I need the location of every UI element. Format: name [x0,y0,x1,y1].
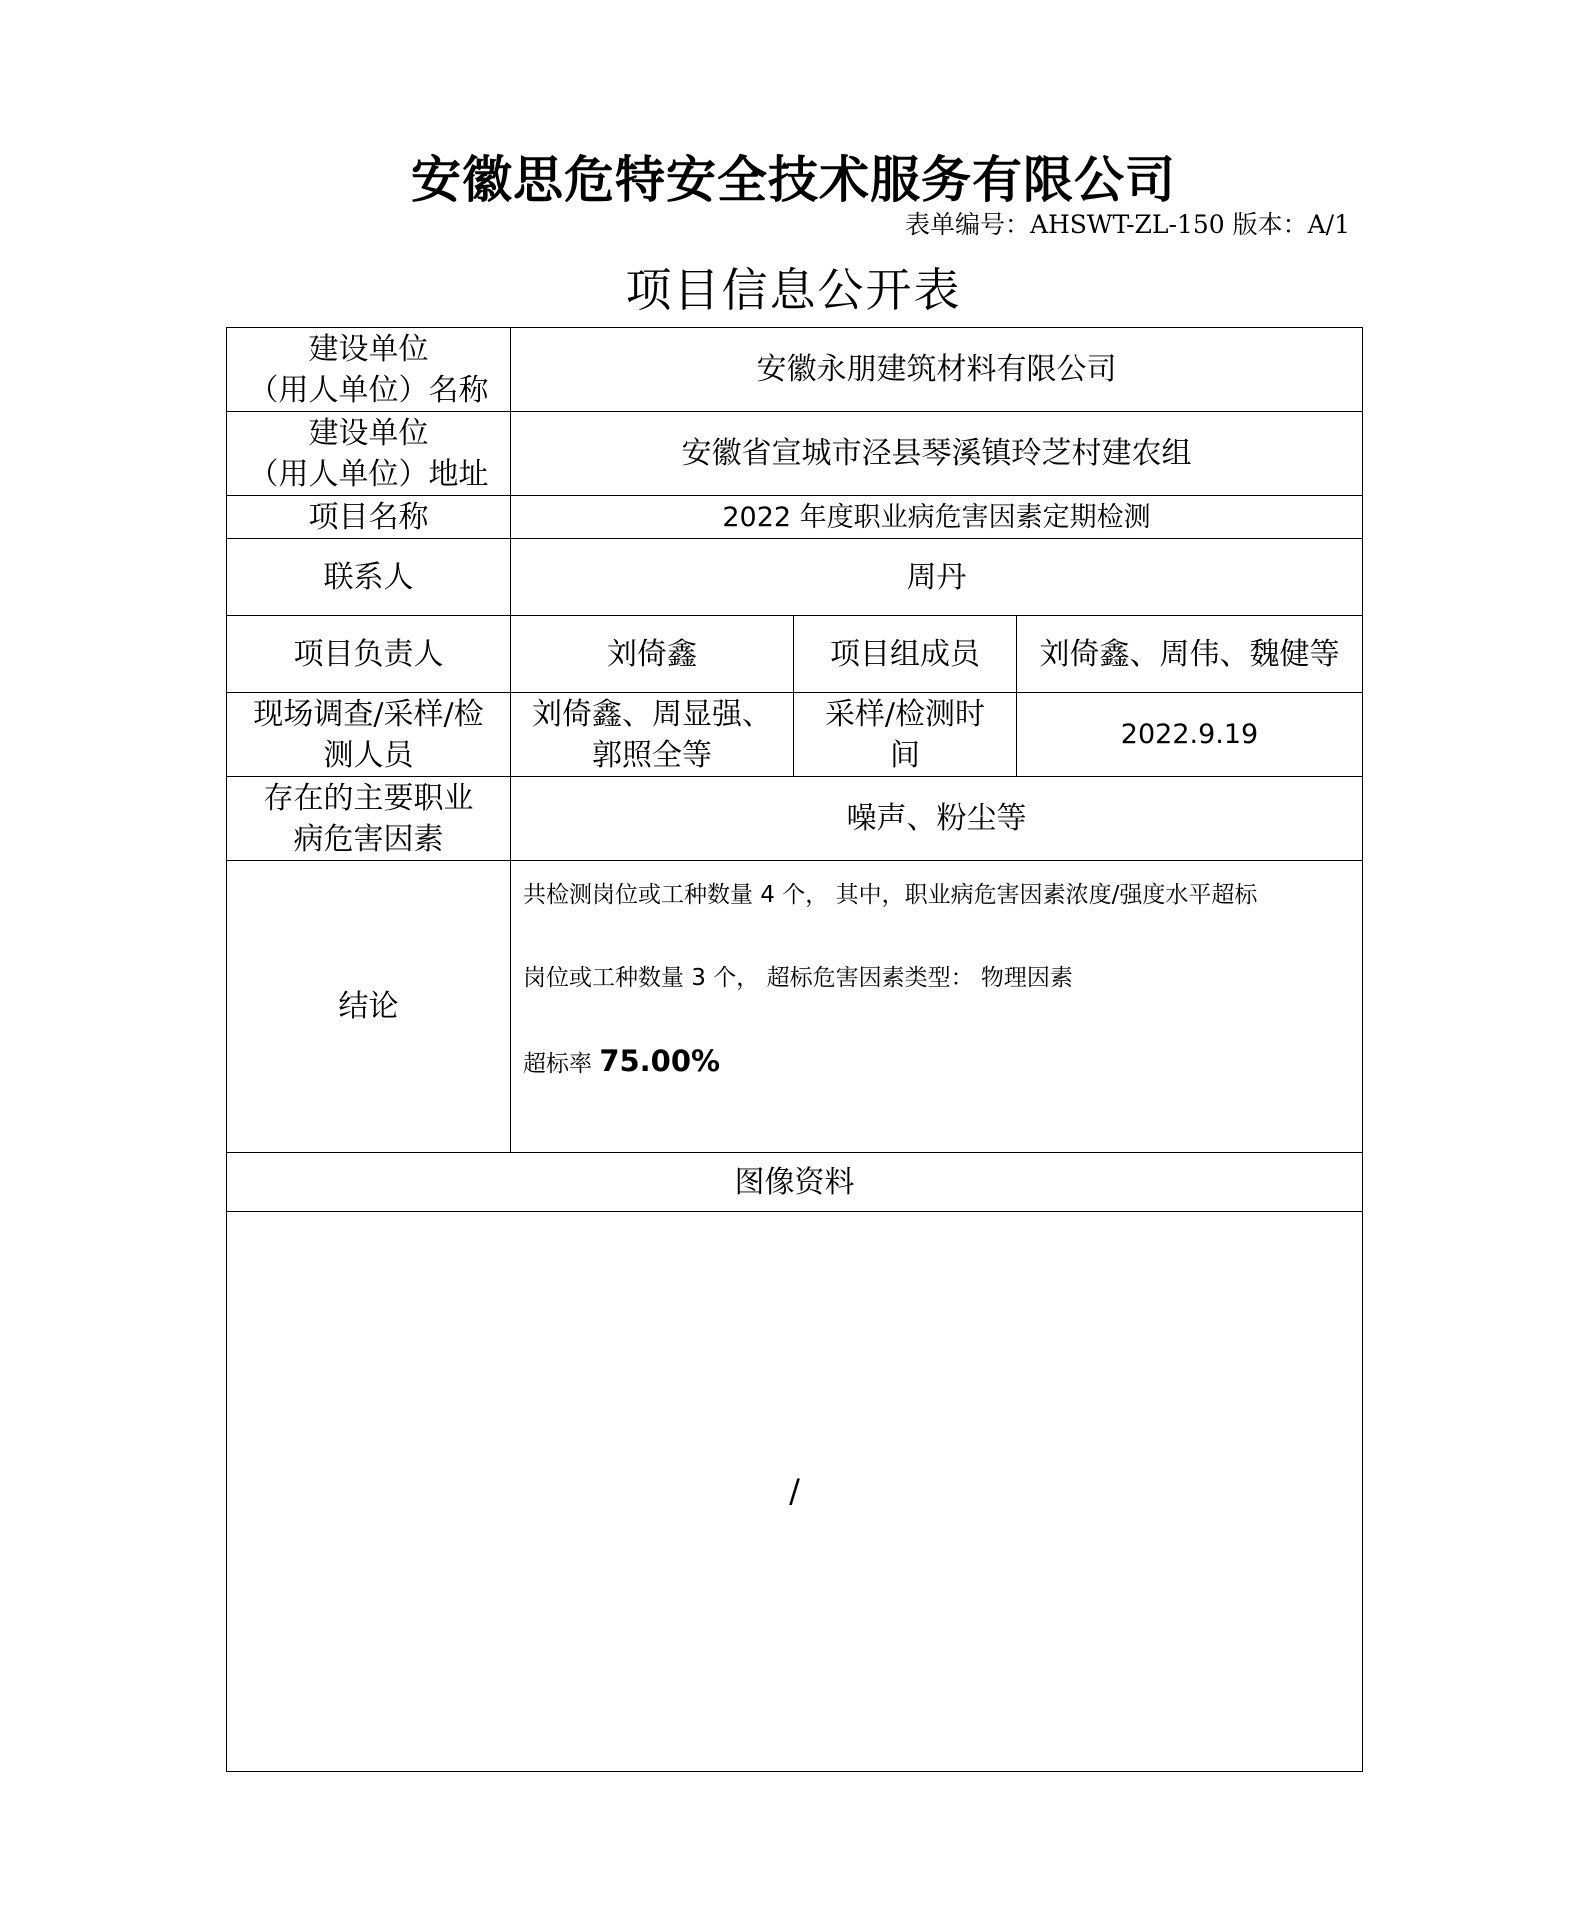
row-images-header [227,1153,1363,1212]
row-unit-name [227,328,1363,412]
form-title: 项目信息公开表 [625,263,962,317]
project-info-table [226,327,1363,1772]
project-leader-label: 项目负责人 [227,616,511,693]
form-number: 表单编号：AHSWT-ZL-150 版本：A/1 [904,210,1350,239]
conclusion-rate-value: 75.00% [599,1044,721,1078]
project-leader-value: 刘倚鑫 [511,616,794,693]
contact-label: 联系人 [227,539,511,616]
images-label: 图像资料 [227,1153,1363,1212]
row-project-leader [227,616,1363,693]
row-conclusion [227,861,1363,1153]
conclusion-label: 结论 [227,861,511,1153]
unit-name-value: 安徽永朋建筑材料有限公司 [511,328,1363,412]
row-contact [227,539,1363,616]
sampling-time-label: 采样/检测时 间 [794,693,1017,777]
images-value: / [227,1212,1363,1772]
conclusion-value [511,861,1363,1153]
team-members-label: 项目组成员 [794,616,1017,693]
survey-staff-value: 刘倚鑫、周显强、 郭照全等 [511,693,794,777]
conclusion-line-1: 共检测岗位或工种数量 4 个， 其中，职业病危害因素浓度/强度水平超标 [523,882,1258,908]
row-project-name [227,496,1363,539]
conclusion-rate [523,1044,1352,1078]
project-name-label: 项目名称 [227,496,511,539]
sampling-time-value: 2022.9.19 [1017,693,1363,777]
team-members-value: 刘倚鑫、周伟、魏健等 [1017,616,1363,693]
row-unit-address [227,412,1363,496]
conclusion-rate-label: 超标率 [523,1051,600,1077]
unit-address-value: 安徽省宣城市泾县琴溪镇玲芝村建农组 [511,412,1363,496]
unit-address-label: 建设单位 （用人单位）地址 [227,412,511,496]
hazards-value: 噪声、粉尘等 [511,777,1363,861]
survey-staff-label: 现场调查/采样/检 测人员 [227,693,511,777]
conclusion-line-2: 岗位或工种数量 3 个， 超标危害因素类型： 物理因素 [523,965,1073,991]
project-name-value: 2022 年度职业病危害因素定期检测 [511,496,1363,539]
unit-name-label: 建设单位 （用人单位）名称 [227,328,511,412]
row-hazards [227,777,1363,861]
contact-value: 周丹 [511,539,1363,616]
company-name: 安徽思危特安全技术服务有限公司 [411,150,1176,209]
row-images [227,1212,1363,1772]
row-survey-staff [227,693,1363,777]
hazards-label: 存在的主要职业 病危害因素 [227,777,511,861]
